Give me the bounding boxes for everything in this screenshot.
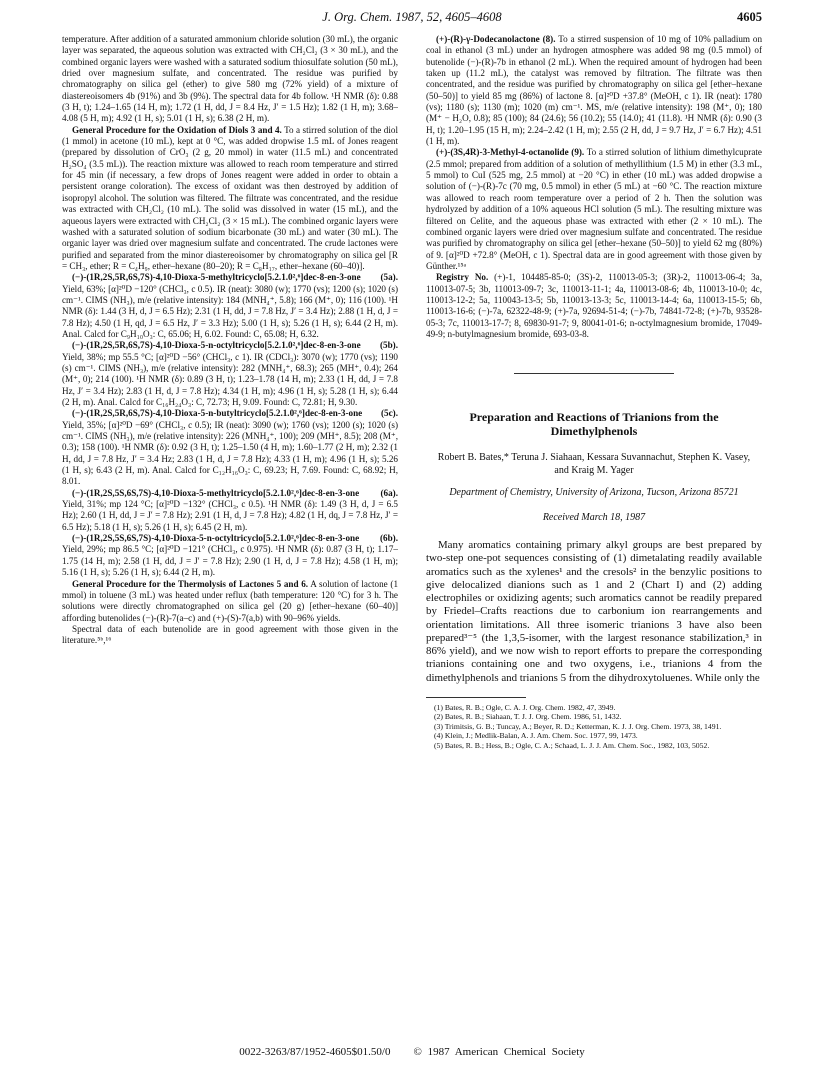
compound-heading: (−)-(1R,2S,5R,6S,7S)-4,10-Dioxa-5-n-butyltricyclo[5.2.1.0²,⁶]dec-8-en-3-one (5c).: [72, 408, 398, 419]
paragraph: [426, 34, 762, 147]
registry-heading: Registry No.: [436, 272, 489, 283]
copyright: © 1987 American Chemical Society: [413, 1046, 585, 1058]
paragraph: [62, 533, 398, 578]
paragraph: [426, 147, 762, 272]
footnote: (3) Trimitsis, G. B.; Tuncay, A.; Beyer, R. D.; Ketterman, K. J. J. Org. Chem. 1973, 38, 1491.: [434, 721, 722, 731]
page-footer: [62, 1046, 762, 1058]
paragraph-text: Yield, 31%; mp 124 °C; [α]²⁰D −132° (CHCl₃, c 0.5). ¹H NMR (δ): 1.49 (3 H, d, J = 6.5 Hz); 2.60 (1 H, dd, J = J′ = 7.8 Hz); 2.91 (1 H, d, J = 7.8 Hz); 4.82 (1 H, dq, J = 7.8 Hz, J′ = 6.5 Hz); 5.18 (1 H, s); 5.26 (1 H, s); 6.45 (2 H, m).: [62, 499, 398, 532]
footnotes: [426, 703, 762, 750]
compound-heading: (+)-(3S,4R)-3-Methyl-4-octanolide (9).: [436, 147, 585, 158]
paragraph-text: To a stirred solution of lithium dimethylcuprate (2.5 mmol; prepared from addition of a solution of methyllithium (1.5 M) in ether (3.3 mL, 5 mmol) to CuI (525 mg, 2.5 mmol) at −20 °C) in ether (10 mL) was added dropwise a solution of (−)-(R)-7c (70 mg, 0.5 mmol) in ether (5 mL) at −60 °C. The reaction mixture was allowed to reach room temperature over a period of 2 h. Then the solution was hydrolyzed by addition of a 10% aqueous HCl solution (5 mL). The resulting mixture was filtered on Celite, and the aqueous phase was extracted with ether (2 × 10 mL). The combined organic layers were dried over magnesium sulfate and concentrated. The residue was purified by chromatography on silica gel [ether–hexane (50–50)] to yield 62 mg (80%) of 9. [α]²⁰D +72.8° (MeOH, c 1). Spectral data are in good agreement with those given by Günther.¹⁵ᵃ: [426, 147, 762, 271]
paragraph: [62, 340, 398, 408]
paragraph: [62, 408, 398, 487]
section-heading: General Procedure for the Thermolysis of Lactones 5 and 6.: [72, 578, 309, 589]
page-number: 4605: [737, 10, 762, 24]
article-code: 0022-3263/87/1952-4605$01.50/0: [239, 1046, 391, 1058]
received-date: Received March 18, 1987: [542, 511, 646, 523]
footnote: (4) Klein, J.; Medlik-Balan, A. J. Am. Chem. Soc. 1977, 99, 1473.: [434, 731, 638, 741]
paragraph: temperature. After addition of a saturated ammonium chloride solution (30 mL), the organic layer was separated, the aqueous solution was extracted with CH₂Cl₂ (3 × 30 mL), and the combined organic layers were washed with a saturated sodium thiosulfate solution (50 mL), dried over magnesium sulfate, and concentrated. The residue was purified by chromatography on silica gel (ether) to give 580 mg (72% yield) of a mixture of diastereoisomers 4b (91%) and 3b (9%). The spectral data for 4b follow. ¹H NMR (δ): 0.88 (3 H, t); 1.24–1.65 (14 H, m); 1.72 (1 H, dd, J = 8.4 Hz, J′ = 1.5 Hz); 1.82 (1 H, m); 3.68–4.08 (5 H, m); 4.92 (1 H, s); 5.01 (1 H, s); 6.38 (2 H, m).: [62, 34, 398, 124]
introduction: [426, 539, 762, 685]
registry-text: (+)-1, 104485-85-0; (3S)-2, 110013-05-3; (3R)-2, 110013-06-4; 3a, 110013-07-5; 3b, 110013-09-7; 3c, 110013-11-1; 4a, 110013-08-6; 4b, 110013-10-0; 4c, 110013-12-2; 5a, 110043-13-5; 5b, 110013-13-3; 5c, 110013-14-4; 6a, 110013-15-5; 6b, 110013-16-6; (−)-7a, 62322-48-9; (+)-7a, 92694-51-4; (−)-7b, 74841-72-8; (+)-7b, 93528-05-3; 7c, 110013-17-7; 8, 69830-91-7; 9, 80041-01-6; n-octylmagnesium bromide, 17049-49-9; n-butylmagnesium bromide, 693-03-8.: [426, 272, 763, 339]
paragraph: [62, 488, 398, 533]
section-heading: General Procedure for the Oxidation of Diols 3 and 4.: [72, 124, 282, 135]
footnote: (5) Bates, R. B.; Hess, B.; Ogle, C. A.; Schaad, L. J. J. Am. Chem. Soc., 1982, 103, 5052.: [434, 740, 710, 750]
compound-heading: (+)-(R)-γ-Dodecanolactone (8).: [436, 34, 556, 44]
compound-heading: (−)-(1R,2S,5R,6S,7S)-4,10-Dioxa-5-methyltricyclo[5.2.1.0²,⁶]dec-8-en-3-one (5a).: [72, 272, 398, 283]
paragraph-text: A solution of lactone (1 mmol) in toluene (3 mL) was heated under reflux (bath temperature: 120 °C) for 3 h. The solutions were directly chromatographed on silica gel (20 g) [ether–hexane (60–40)] affording butenolides (−)-(R)-7(a–c) and (+)-(S)-7(a,b) with 90–96% yields.: [62, 578, 399, 623]
running-header: [62, 10, 762, 30]
paragraph: Spectral data of each butenolide are in good agreement with those given in the literature.⁵ᵇ,¹⁶: [62, 623, 398, 646]
paragraph: Many aromatics containing primary alkyl groups are best prepared by two-step one-pot sequences consisting of (1) dimetalating readily available aromatics such as the xylenes¹ and the cresols² in the benzylic positions to give delocalized dianions such as 1 and 2 (Chart I) and (2) adding electrophiles or oxidizing agents; such aromatics cannot be readily prepared by Friedel–Crafts reactions due to carbonium ion rearrangements and orientation limitations. All three isomeric trianions 3 have also been prepared³⁻⁵ (the 1,3,5-isomer, with the largest resonance stabilization,³ in 86% yield), and we now wish to report efforts to prepare the corresponding trianions containing one and two oxygens, i.e., trianions 4 from the dimethylphenols and trianions 5 from the dihydroxytoluenes. While only the: [426, 539, 762, 684]
paragraph: [62, 272, 398, 340]
paragraph-text: To a stirred suspension of 10 mg of 10% palladium on coal in ethanol (3 mL) under an hydrogen atmosphere was added 98 mg (0.5 mmol) of butenolide (−)-(R)-7b in ethanol (2 mL). When the required amount of hydrogen had been taken up (11.2 mL), the catalyst was removed by filtration. The filtrate was then concentrated, and the residue was purified by chromatography on silica gel [ether–hexane (50–50)] to yield 85 mg (86%) of lactone 8. [α]²⁰D +37.8° (MeOH, c 1). IR (neat): 1780 (vs); 1180 (s); 1130 (m); 1020 (m) cm⁻¹. MS, m/e (relative intensity): 198 (M⁺, 0); 180 (M⁺ − H₂O, 0.8); 85 (100); 84 (24.6); 56 (10.2); 55 (14.0); 41 (11.8). ¹H NMR (δ): 0.90 (3 H, t); 1.20–1.95 (15 H, m); 2.24–2.42 (1 H, m); 2.55 (2 H, dd, J = 9.7 Hz, J′ = 6.7 Hz); 4.51 (1 H, m).: [426, 34, 763, 147]
left-column: [62, 34, 398, 647]
paragraph: [62, 125, 398, 272]
compound-heading: (−)-(1R,2S,5R,6S,7S)-4,10-Dioxa-5-n-octyltricyclo[5.2.1.0²,⁶]dec-8-en-3-one (5b).: [72, 340, 398, 351]
affiliation: Department of Chemistry, University of Arizona, Tucson, Arizona 85721: [449, 487, 739, 499]
journal-citation: J. Org. Chem. 1987, 52, 4605–4608: [322, 10, 502, 24]
paragraph-text: Yield, 35%; [α]²⁰D −69° (CHCl₃, c 0.5); IR (neat): 3090 (w); 1760 (vs); 1200 (s); 1020 (s) cm⁻¹. CIMS (NH₃), m/e (relative intensity): 226 (MNH₄⁺, 100); 209 (MH⁺, 8.5); 208 (M⁺, 0.3); 158 (100). ¹H NMR (δ): 0.92 (3 H, t); 1.25–1.50 (4 H, m); 1.60–1.77 (2 H, m); 2.32 (1 H, dd, J = 7.8 Hz, J′ = 3.4 Hz; 2.83 (1 H, d, J = 7.8 Hz); 4.33 (1 H, m); 4.96 (1 H, s); 5.26 (1 H, s); 6.43 (2 H, m). Anal. Calcd for C₁₂H₁₆O₃: C, 69.23; H, 7.69. Found: C, 68.92; H, 8.01.: [62, 419, 398, 487]
footnote-divider: [426, 697, 526, 698]
paragraph-text: Yield, 29%; mp 86.5 °C; [α]²⁰D −121° (CHCl₃, c 0.975). ¹H NMR (δ): 0.87 (3 H, t); 1.17–1.75 (14 H, m); 2.58 (1 H, dd, J = J′ = 7.8 Hz); 2.90 (1 H, d, J = 7.8 Hz); 4.58 (1 H, m); 5.16 (1 H, s); 5.26 (1 H, s); 6.44 (2 H, m).: [62, 544, 398, 578]
compound-heading: (−)-(1R,2S,5S,6S,7S)-4,10-Dioxa-5-methyltricyclo[5.2.1.0²,⁶]dec-8-en-3-one (6a).: [72, 487, 398, 498]
paragraph: [62, 579, 398, 624]
footnote: (1) Bates, R. B.; Ogle, C. A. J. Org. Chem. 1982, 47, 3949.: [434, 702, 616, 712]
article-title: Preparation and Reactions of Trianions from the Dimethylphenols: [469, 410, 719, 439]
right-column: [426, 34, 762, 750]
paragraph-text: Yield, 63%; [α]²⁰D −120° (CHCl₃, c 0.5). IR (neat): 3080 (w); 1770 (vs); 1200 (s); 1020 (s) cm⁻¹. CIMS (NH₃), m/e (relative intensity): 184 (MNH₄⁺, 5.8); 166 (M⁺, 0); 116 (100). ¹H NMR (δ): 1.44 (3 H, d, J = 6.5 Hz); 2.31 (1 H, dd, J = 7.8 Hz, J′ = 3.4 Hz); 2.88 (1 H, d, J = 7.8 Hz); 4.50 (1 H, qd, J = 6.5 Hz, J′ = 3.3 Hz); 5.00 (1 H, s); 5.26 (1 H, s); 6.44 (2 H, m). Anal. Calcd for C₉H₁₀O₃: C, 65.06; H, 6.02. Found: C, 65.08; H, 6.32.: [62, 283, 398, 339]
paragraph-text: Yield, 38%; mp 55.5 °C; [α]²⁰D −56° (CHCl₃, c 1). IR (CDCl₃): 3070 (w); 1770 (vs); 1190 (s) cm⁻¹. CIMS (NH₃), m/e (relative intensity): 282 (MNH₄⁺, 68.3); 265 (MH⁺, 0.4); 264 (M⁺, 0); 214 (100). ¹H NMR (δ): 0.89 (3 H, t); 1.23–1.78 (14 H, m); 2.33 (1 H, dd, J = 7.8 Hz, J′ = 3.4 Hz); 2.83 (1 H, d, J = 7.8 Hz); 4.34 (1 H, m); 4.96 (1 H, s); 5.28 (1 H, s); 6.44 (2 H, m). Anal. Calcd for C₁₆H₂₄O₃: C, 72.73; H, 9.09. Found: C, 72.81; H, 9.30.: [62, 351, 398, 407]
footnote: (2) Bates, R. B.; Siahaan, T. J. J. Org. Chem. 1986, 51, 1432.: [434, 712, 622, 722]
section-divider: [514, 373, 674, 374]
compound-heading: (−)-(1R,2S,5S,6S,7S)-4,10-Dioxa-5-n-octyltricyclo[5.2.1.0²,⁶]dec-8-en-3-one (6b).: [72, 533, 398, 544]
author-list: Robert B. Bates,* Teruna J. Siahaan, Kessara Suvannachut, Stephen K. Vasey, and Kraig M. Yager: [437, 452, 751, 476]
paragraph: [426, 272, 762, 340]
paragraph-text: To a stirred solution of the diol (1 mmol) in acetone (10 mL), kept at 0 °C, was added dropwise 1.5 mL of Jones reagent (prepared by dissolution of CrO₃ (2 g, 20 mmol) in water (11.5 mL) and concentrated H₂SO₄ (3.5 mL)). The reaction mixture was allowed to reach room temperature and stirred for 45 min (if necessary, a few drops of Jones reagent were added in order to obtain a persistent orange coloration). The excess of oxidant was then destroyed by addition of isopropyl alcohol. The solution was filtered. The filtrate was concentrated, and the residue was extracted with CH₂Cl₂ (10 mL). The solid was dissolved in water (15 mL), and the aqueous layers were extracted with CH₂Cl₂ (3 × 15 mL). The combined organic layers were washed with a saturated solution of sodium bicarbonate (30 mL) and water (30 mL). The organic layer was dried over magnesium sulfate and concentrated. The crude lactones were purified and separated from the minor diastereoisomer by chromatography on silica gel [R = CH₃, ether; R = C₄H₉, ether–hexane (80–20); R = C₈H₁₇, ether–hexane (60–40)].: [62, 124, 398, 271]
